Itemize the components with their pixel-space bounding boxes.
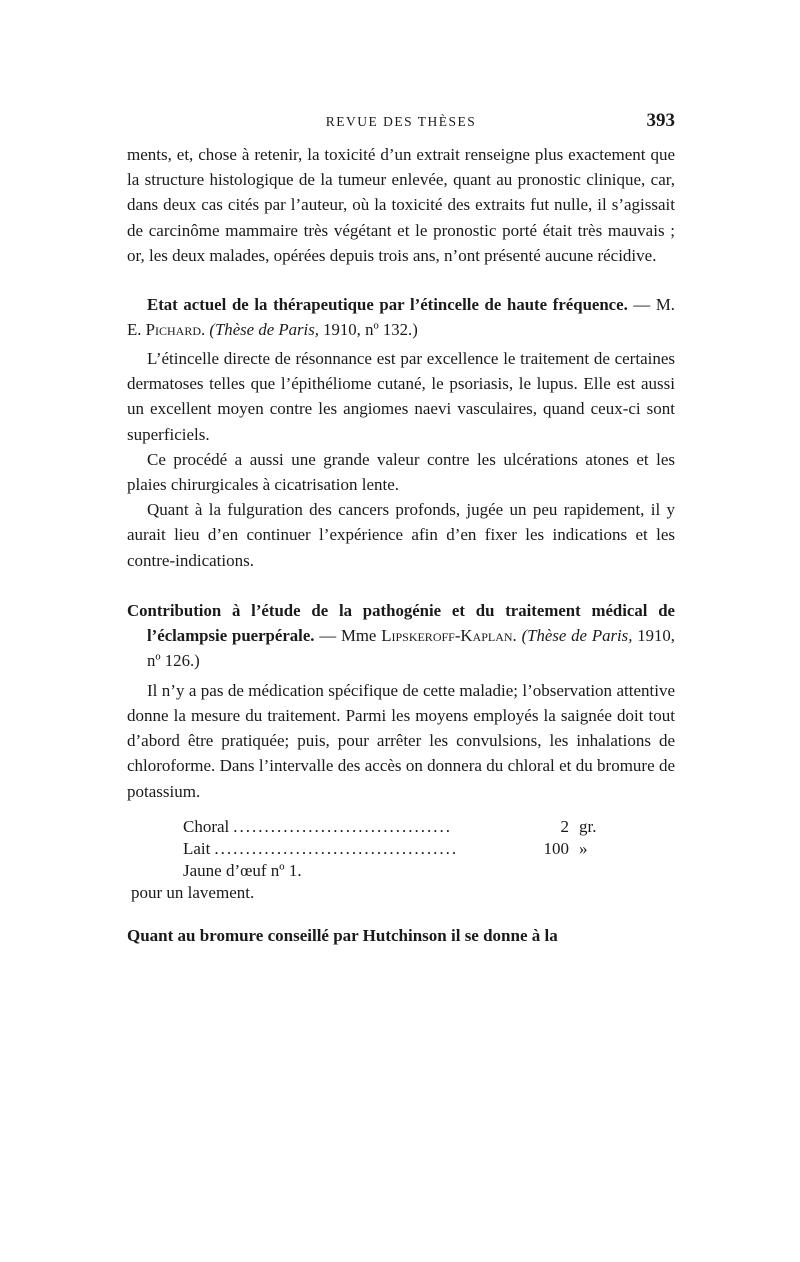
section-author: Pichard. (145, 320, 206, 340)
leader-dots: ................................... (233, 816, 453, 836)
prescription-line (127, 816, 621, 838)
section-citation-tail: 1910, nº 132.) (318, 320, 418, 340)
paragraph: Il n’y a pas de médication spécifique de cette maladie; l’observation attentive donne la mesure du traitement. Parmi les moyens employés la saignée doit tout d’abord être pratiquée; puis, pour arrêter les convulsions, les inhalations de chloroforme. Dans l’intervalle des accès on donnera du chloral et du bromure de potassium. (127, 680, 675, 801)
prescription (127, 816, 675, 904)
section-author: Lipskeroff-Kaplan. (381, 625, 517, 645)
section-citation-tail: 1910, nº 126.) (147, 625, 676, 670)
prescription-line: Jaune d’œuf nº 1. (183, 860, 302, 880)
leader-dots: ....................................... (214, 838, 459, 858)
paragraph: Quant au bromure conseillé par Hutchinson il se donne à la (127, 925, 558, 945)
ingredient-unit: » (579, 838, 588, 858)
section-citation: (Thèse de Paris, (209, 320, 319, 340)
section-title-text: Etat actuel de la thérapeutique par l’étincelle de haute fréquence. (147, 295, 628, 315)
ingredient-name: Choral (183, 816, 230, 836)
section-heading-eclampsie (127, 598, 675, 673)
ingredient-unit: gr. (579, 816, 597, 836)
paragraph: L’étincelle directe de résonnance est par excellence le traitement de certaines dermatoses telles que l’épithéliome cutané, le psoriasis, le lupus. Elle est aussi un excellent moyen contre les angiomes naevi vasculaires, quand ceux-ci sont superficiels. (127, 349, 675, 444)
document-page (127, 112, 675, 948)
section-title-text: Contribution à l’étude de la pathogénie et du traitement médical de l’éclampsie puerpérale. (127, 600, 675, 645)
section-citation: (Thèse de Paris, (521, 625, 633, 645)
section-heading-etincelle (127, 292, 675, 342)
ingredient-quantity: 2 (560, 816, 569, 836)
paragraph: Ce procédé a aussi une grande valeur contre les ulcérations atones et les plaies chirurgicales à cicatrisation lente. (127, 449, 675, 495)
running-header (127, 112, 675, 142)
prescription-line (127, 838, 621, 860)
paragraph: Quant à la fulguration des cancers profonds, jugée un peu rapidement, il y aurait lieu d’en continuer l’expérience afin d’en fixer les indications et les contre-indications. (127, 500, 675, 570)
ingredient-quantity: 100 (543, 838, 569, 858)
intro-paragraph: ments, et, chose à retenir, la toxicité d’un extrait renseigne plus exactement que la structure histologique de la tumeur enlevée, quant au pronostic clinique, car, dans deux cas cités par l’auteur, où la toxicité des extraits fut nulle, il s’agissait de carcinôme mammaire très végétant et le pronostic porté était très mauvais ; or, les deux malades, opérées depuis trois ans, n’ont présenté aucune récidive. (127, 145, 675, 265)
ingredient-name: Lait (183, 838, 211, 858)
section-author-dash: — M. E. (127, 295, 675, 340)
page-number: 393 (646, 110, 675, 131)
running-title: REVUE DES THÈSES (325, 114, 477, 129)
prescription-note: pour un lavement. (131, 882, 255, 902)
section-author-dash: — Mme (314, 625, 382, 645)
